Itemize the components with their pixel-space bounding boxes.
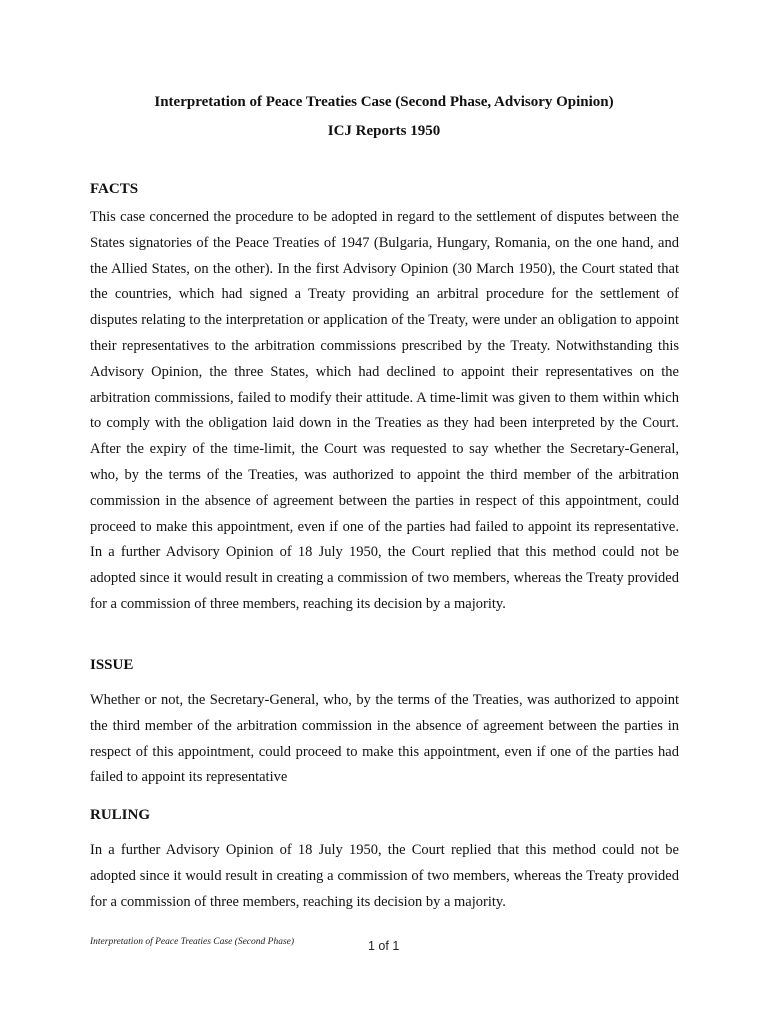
ruling-paragraph: In a further Advisory Opinion of 18 July 1950, the Court replied that this method could not be adopted since it would result in creating a commission of two members, whereas the Treaty provided for a commission of three members, reaching its decision by a majority. xyxy=(90,842,679,910)
issue-heading: ISSUE xyxy=(90,657,134,673)
ruling-heading: RULING xyxy=(90,807,151,823)
page-indicator: 1 of 1 xyxy=(368,939,400,953)
facts-heading: FACTS xyxy=(90,181,139,197)
footer-document-title: Interpretation of Peace Treaties Case (Second Phase) xyxy=(90,937,295,947)
facts-paragraph: This case concerned the procedure to be adopted in regard to the settlement of disputes between the States signatories of the Peace Treaties of 1947 (Bulgaria, Hungary, Romania, on the one hand, and the Allied States, on the other). In the first Advisory Opinion (30 March 1950), the Court stated that the countries, which had signed a Treaty providing an arbitral procedure for the settlement of disputes relating to the interpretation or application of the Treaty, were under an obligation to appoint their representatives to the arbitration commissions prescribed by the Treaty. Notwithstanding this Advisory Opinion, the three States, which had declined to appoint their representatives on the arbitration commissions, failed to modify their attitude. A time-limit was given to them within which to comply with the obligation laid down in the Treaties as they had been interpreted by the Court. After the expiry of the time-limit, the Court was requested to say whether the Secretary-General, who, by the terms of the Treaties, was authorized to appoint the third member of the arbitration commission in the absence of agreement between the parties in respect of this appointment, could proceed to make this appointment, even if one of the parties had failed to appoint its representative. In a further Advisory Opinion of 18 July 1950, the Court replied that this method could not be adopted since it would result in creating a commission of two members, whereas the Treaty provided for a commission of three members, reaching its decision by a majority. xyxy=(90,209,679,612)
document-title: Interpretation of Peace Treaties Case (Second Phase, Advisory Opinion) xyxy=(154,94,614,110)
issue-paragraph: Whether or not, the Secretary-General, who, by the terms of the Treaties, was authorized to appoint the third member of the arbitration commission in the absence of agreement between the parties in respect of this appointment, could proceed to make this appointment, even if one of the parties had failed to appoint its representative xyxy=(90,692,679,786)
document-subtitle: ICJ Reports 1950 xyxy=(327,123,441,139)
